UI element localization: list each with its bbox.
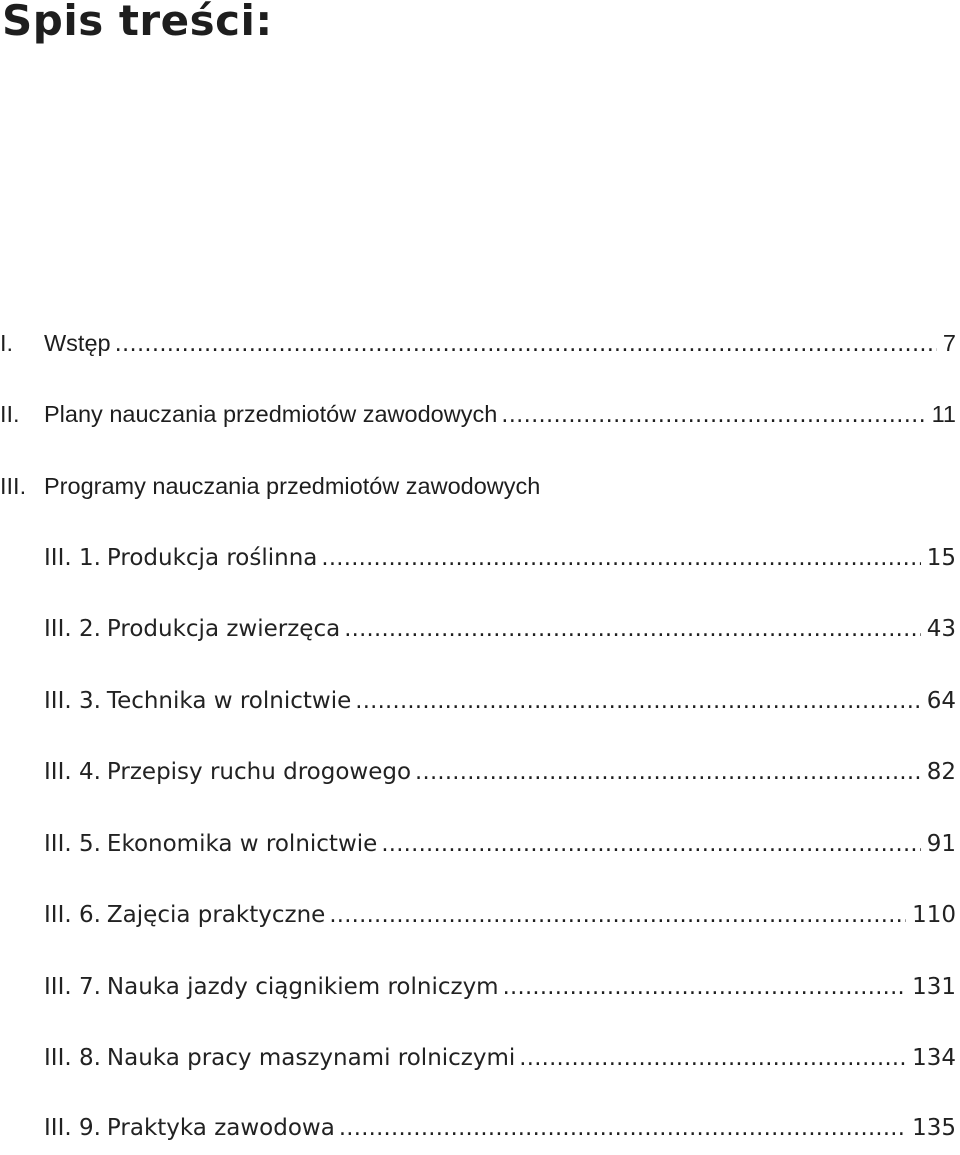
toc-entry-introduction[interactable] bbox=[0, 330, 956, 370]
toc-entry-plant-production[interactable] bbox=[0, 545, 956, 585]
toc-title: Nauka jazdy ciągnikiem rolniczym bbox=[106, 974, 499, 1000]
toc-entry-tractor-driving[interactable] bbox=[0, 974, 956, 1014]
toc-page-number: 64 bbox=[926, 688, 956, 714]
toc-numeral: III. 7. bbox=[44, 974, 101, 1000]
toc-page-number: 134 bbox=[912, 1045, 956, 1071]
toc-title: Ekonomika w rolnictwie bbox=[106, 831, 378, 857]
toc-title: Wstęp bbox=[44, 330, 111, 356]
toc-numeral: III. 2. bbox=[44, 616, 101, 642]
toc-numeral: III. 1. bbox=[44, 545, 101, 571]
toc-page-number: 7 bbox=[942, 330, 956, 356]
toc-title: Produkcja zwierzęca bbox=[106, 616, 341, 642]
toc-title: Plany nauczania przedmiotów zawodowych bbox=[44, 401, 498, 427]
toc-title: Przepisy ruchu drogowego bbox=[106, 759, 412, 785]
toc-entry-agricultural-technology[interactable] bbox=[0, 688, 956, 728]
toc-title: Produkcja roślinna bbox=[106, 545, 318, 571]
toc-title: Technika w rolnictwie bbox=[106, 688, 352, 714]
toc-entry-teaching-plans[interactable] bbox=[0, 401, 956, 441]
toc-title: Nauka pracy maszynami rolniczymi bbox=[106, 1045, 516, 1071]
dot-leader bbox=[501, 402, 925, 428]
toc-entry-machinery-work[interactable] bbox=[0, 1045, 956, 1085]
dot-leader bbox=[115, 331, 937, 357]
toc-numeral: III. 8. bbox=[44, 1045, 101, 1071]
toc-entry-professional-practice[interactable] bbox=[0, 1115, 956, 1155]
toc-page-number: 15 bbox=[926, 545, 956, 571]
toc-numeral: III. 4. bbox=[44, 759, 101, 785]
toc-numeral: II. bbox=[0, 401, 20, 427]
toc-page-number: 110 bbox=[912, 902, 956, 928]
toc-entry-agricultural-economics[interactable] bbox=[0, 831, 956, 871]
toc-page-number: 91 bbox=[926, 831, 956, 857]
toc-numeral: III. 6. bbox=[44, 902, 101, 928]
toc-title: Zajęcia praktyczne bbox=[106, 902, 326, 928]
toc-page-number: 43 bbox=[926, 616, 956, 642]
dot-leader bbox=[355, 688, 920, 714]
dot-leader bbox=[503, 974, 907, 1000]
dot-leader bbox=[329, 902, 906, 928]
toc-entry-traffic-rules[interactable] bbox=[0, 759, 956, 799]
toc-page-number: 135 bbox=[912, 1115, 956, 1141]
toc-numeral: I. bbox=[0, 330, 14, 356]
dot-leader bbox=[381, 831, 920, 857]
toc-entry-teaching-programs[interactable] bbox=[0, 473, 956, 513]
toc-numeral: III. bbox=[0, 473, 27, 499]
toc-entry-animal-production[interactable] bbox=[0, 616, 956, 656]
toc-page-number: 82 bbox=[926, 759, 956, 785]
toc-numeral: III. 5. bbox=[44, 831, 101, 857]
dot-leader bbox=[519, 1045, 906, 1071]
dot-leader bbox=[339, 1115, 906, 1141]
toc-numeral: III. 9. bbox=[44, 1115, 101, 1141]
dot-leader bbox=[344, 616, 921, 642]
toc-title: Programy nauczania przedmiotów zawodowych bbox=[44, 473, 541, 499]
dot-leader bbox=[321, 545, 920, 571]
toc-entry-practical-classes[interactable] bbox=[0, 902, 956, 942]
dot-leader bbox=[415, 759, 921, 785]
page-title: Spis treści: bbox=[2, 0, 273, 45]
toc-title: Praktyka zawodowa bbox=[106, 1115, 335, 1141]
toc-page-number: 131 bbox=[912, 974, 956, 1000]
toc-numeral: III. 3. bbox=[44, 688, 101, 714]
toc-page-number: 11 bbox=[931, 401, 956, 427]
